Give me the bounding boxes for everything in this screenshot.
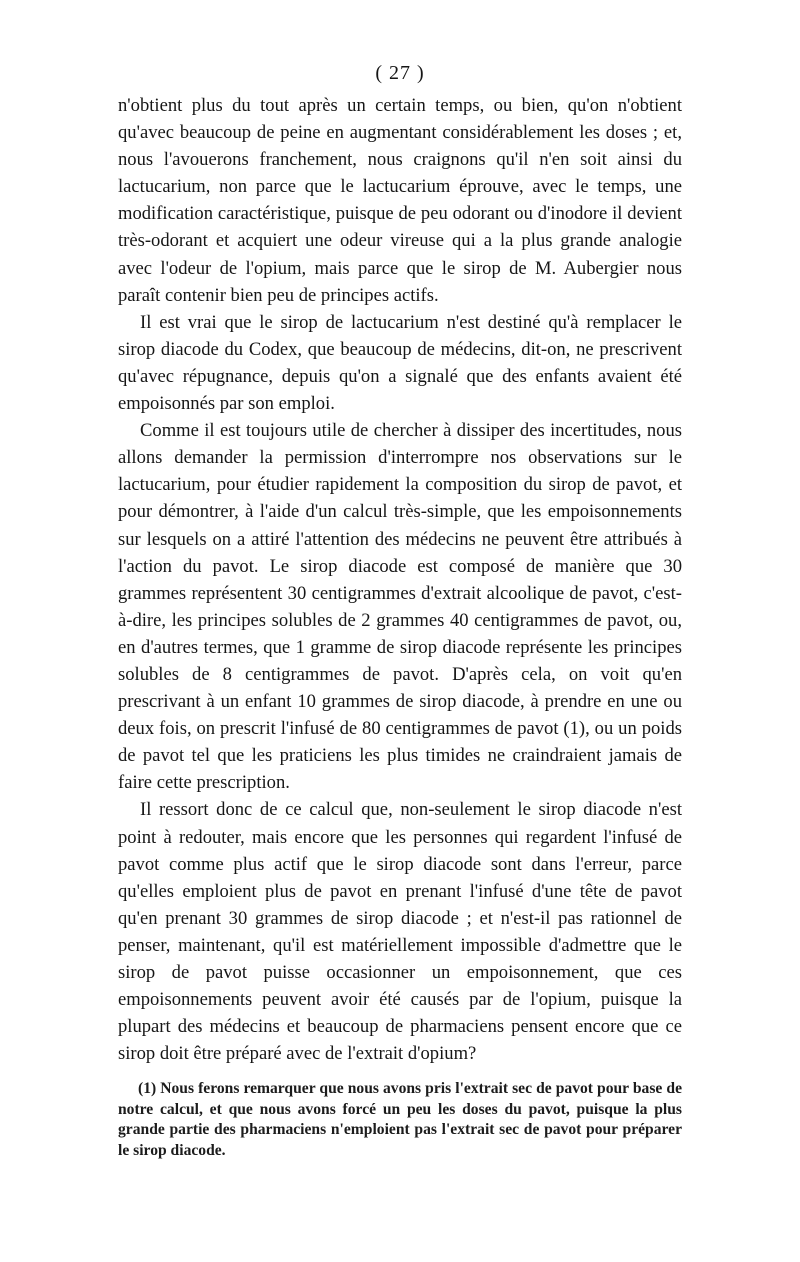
footnote: (1) Nous ferons remarquer que nous avons pris l'extrait sec de pavot pour base de notre calcul, et que nous avons forcé un peu les doses du pavot, puisque la plus grande partie des pharmaciens n'emploient pas l'extrait sec de pavot pour préparer le sirop diacode.: [118, 1080, 682, 1159]
body-text: [118, 92, 682, 1067]
paragraph-sirop-lactucarium: Il est vrai que le sirop de lactucarium n'est destiné qu'à remplacer le sirop diacode du Codex, que beaucoup de médecins, dit-on, ne prescrivent qu'avec répugnance, depuis qu'on a signalé que des enfants avaient été empoisonnés par son emploi.: [118, 311, 682, 415]
paragraph-conclusion: Il ressort donc de ce calcul que, non-seulement le sirop diacode n'est point à redouter, mais encore que les personnes qui regardent l'infusé de pavot comme plus actif que le sirop diacode sont dans l'erreur, parce qu'elles emploient plus de pavot en prenant l'infusé d'une tête de pavot qu'en prenant 30 grammes de sirop diacode ; et n'est-il pas rationnel de penser, maintenant, qu'il est matériellement impossible d'admettre que le sirop de pavot puisse occasionner un empoisonnement, que ces empoisonnements peuvent avoir été causés par de l'opium, puisque la plupart des médecins et beaucoup de pharmaciens pensent encore que ce sirop doit être préparé avec de l'extrait d'opium?: [118, 799, 682, 1065]
paragraph-calcul-sirop-diacode: Comme il est toujours utile de chercher à dissiper des incertitudes, nous allons demander la permission d'interrompre nos observations sur le lactucarium, pour étudier rapidement la composition du sirop de pavot, et pour démontrer, à l'aide d'un calcul très-simple, que les empoisonnements sur lesquels on a attiré l'attention des médecins ne peuvent être attribués à l'action du pavot. Le sirop diacode est composé de manière que 30 grammes représentent 30 centigrammes d'extrait alcoolique de pavot, c'est-à-dire, les principes solubles de 2 grammes 40 centigrammes de pavot, ou, en d'autres termes, que 1 gramme de sirop diacode représente les principes solubles de 8 centigrammes de pavot. D'après cela, on voit qu'en prescrivant à un enfant 10 grammes de sirop diacode, à prendre en une ou deux fois, on prescrit l'infusé de 80 centigrammes de pavot (1), ou un poids de pavot tel que les praticiens les plus timides ne craindraient jamais de faire cette prescription.: [118, 420, 682, 794]
book-page: [118, 58, 682, 1161]
page-number: ( 27 ): [375, 62, 425, 84]
paragraph-continuation: n'obtient plus du tout après un certain temps, ou bien, qu'on n'obtient qu'avec beaucoup de peine en augmentant considérablement les doses ; et, nous l'avouerons franchement, nous craignons qu'il n'en soit ainsi du lactucarium, non parce que le lactucarium éprouve, avec le temps, une modification caractéristique, puisque de peu odorant ou d'inodore il devient très-odorant et acquiert une odeur vireuse qui a la plus grande analogie avec l'odeur de l'opium, mais parce que le sirop de M. Aubergier nous paraît contenir bien peu de principes actifs.: [118, 95, 682, 306]
